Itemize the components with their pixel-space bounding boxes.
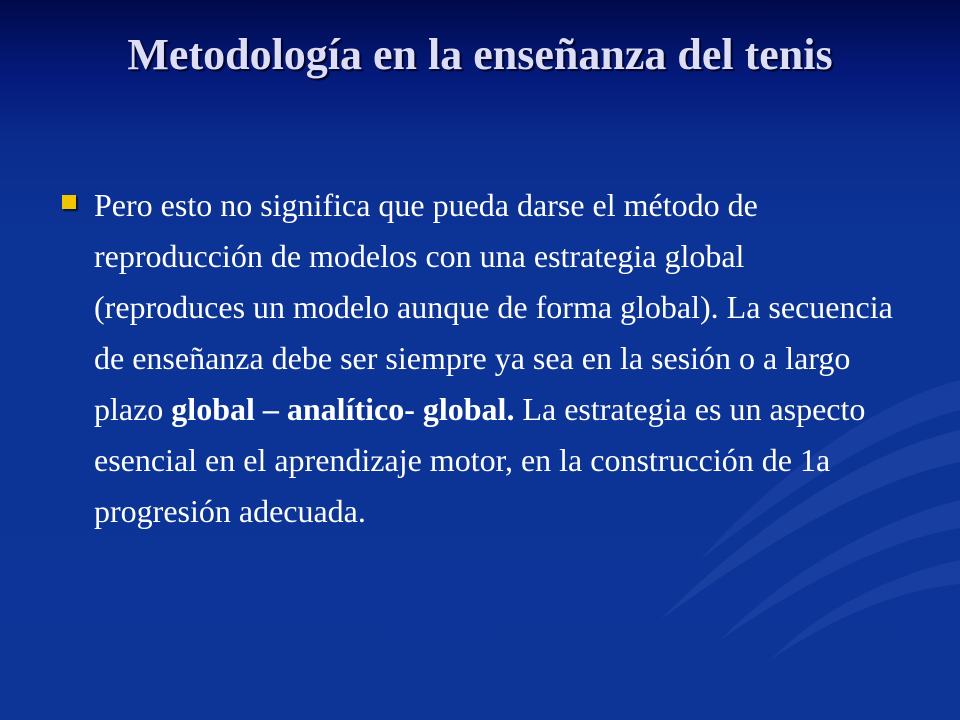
bullet-item [60,180,900,537]
bullet-text-intro: Pero esto no significa que pueda darse el método de reproducción de modelos con una estrategia global (reproduces un modelo aunque de forma global). La secuencia de enseñanza debe ser siempre ya sea en la sesión o a largo plazo [94,187,893,427]
bullet-list [60,180,900,537]
bullet-text-conclusion: La estrategia es un aspecto esencial en el aprendizaje motor, en la construcción de 1a progresión adecuada. [94,391,866,529]
square-bullet-icon [62,195,76,209]
slide-title: Metodología en la enseñanza del tenis [127,30,833,79]
bullet-text-bold: global – analítico- global. [171,391,515,427]
